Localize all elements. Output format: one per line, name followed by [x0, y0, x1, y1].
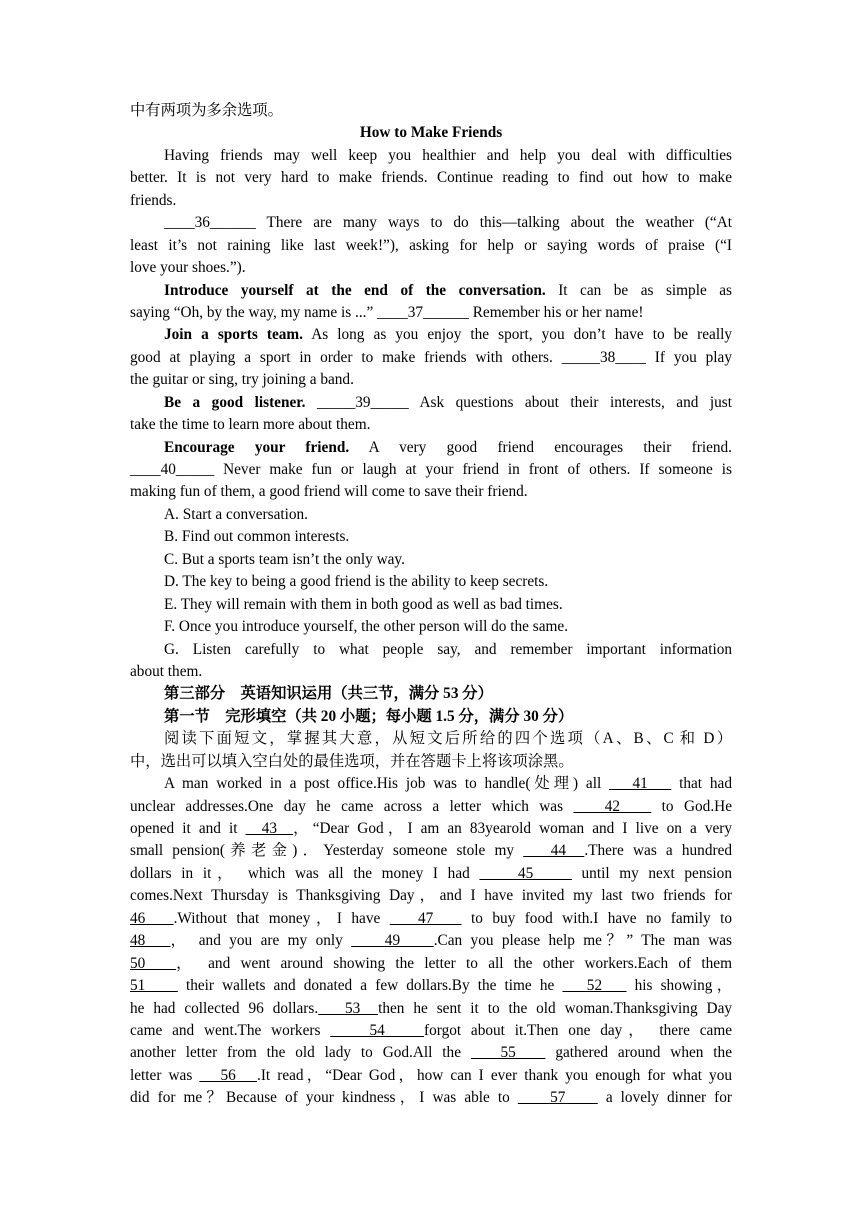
text-line: letter was 56 .It read，“Dear God，how can I ever thank you enough for what you	[130, 1066, 732, 1084]
text-line: good at playing a sport in order to make friends with others. _____38____ If you play	[130, 348, 732, 366]
text-line: friends.	[130, 191, 177, 209]
text-line: about them.	[130, 662, 203, 680]
text-line: unclear addresses.One day he came across a letter which was 42 to God.He	[130, 797, 732, 815]
document-page	[130, 100, 732, 1110]
text-line: Introduce yourself at the end of the conversation. It can be as simple as	[164, 281, 732, 299]
text-line: 阅读下面短文，掌握其大意，从短文后所给的四个选项（A、B、C 和 D）	[164, 730, 732, 748]
text-line: Join a sports team. As long as you enjoy the sport, you don’t have to be really	[164, 326, 732, 344]
text-line: 48 ， and you are my only 49 .Can you please help me？” The man was	[130, 932, 732, 950]
text-line: ____36______ There are many ways to do this—talking about the weather (“At	[164, 214, 732, 232]
text-line: small pension(养老金)．Yesterday someone stole my 44 .There was a hundred	[130, 842, 733, 860]
text-line: comes.Next Thursday is Thanksgiving Day，and I have invited my last two friends for	[130, 887, 732, 905]
text-line: How to Make Friends	[359, 124, 503, 142]
text-line: ____40_____ Never make fun or laugh at your friend in front of others. If someone is	[130, 461, 732, 478]
text-line: came and went.The workers 54 forgot about it.Then one day， there came	[130, 1021, 733, 1039]
text-line: A man worked in a post office.His job was to handle(处理) all 41 that had	[164, 775, 732, 793]
text-line: dollars in it， which was all the money I had 45 until my next pension	[130, 864, 732, 882]
text-line: C. But a sports team isn’t the only way.	[164, 550, 405, 568]
text-line: take the time to learn more about them.	[130, 416, 371, 434]
text-line: he had collected 96 dollars. 53 then he sent it to the old woman.Thanksgiving Day	[130, 999, 733, 1017]
text-line: love your shoes.”).	[130, 259, 246, 277]
text-line: 中，选出可以填入空白处的最佳选项，并在答题卡上将该项涂黑。	[130, 752, 574, 770]
text-line: G. Listen carefully to what people say, and remember important information	[164, 640, 732, 658]
text-line: F. Once you introduce yourself, the other person will do the same.	[164, 618, 569, 636]
text-line: B. Find out common interests.	[164, 528, 350, 546]
text-line: Encourage your friend. A very good friend encourages their friend.	[164, 438, 733, 456]
text-line: 50 ， and went around showing the letter to all the other workers.Each of them	[130, 954, 732, 972]
text-line: Be a good listener. _____39_____ Ask questions about their interests, and just	[164, 393, 732, 411]
text-line: 第三部分 英语知识运用（共三节，满分 53 分）	[164, 685, 493, 703]
text-line: 第一节 完形填空（共 20 小题；每小题 1.5 分，满分 30 分）	[164, 707, 574, 725]
text-line: A. Start a conversation.	[164, 505, 309, 523]
text-line: better. It is not very hard to make friends. Continue reading to find out how to make	[130, 169, 732, 187]
text-line: 46 .Without that money，I have 47 to buy food with.I have no family to	[130, 909, 733, 927]
text-line: least it’s not raining like last week!”), asking for help or saying words of praise (“I	[130, 236, 732, 254]
text-line: saying “Oh, by the way, my name is ...” ____37______ Remember his or her name!	[130, 303, 644, 321]
text-line: D. The key to being a good friend is the ability to keep secrets.	[164, 573, 549, 591]
text-line: did for me？Because of your kindness，I was able to 57 a lovely dinner for	[130, 1089, 732, 1107]
text-line: Having friends may well keep you healthier and help you deal with difficulties	[164, 146, 732, 164]
text-line: 中有两项为多余选项。	[130, 102, 283, 119]
text-line: another letter from the old lady to God.All the 55 gathered around when the	[130, 1044, 732, 1062]
text-line: the guitar or sing, try joining a band.	[130, 371, 354, 389]
text-line: making fun of them, a good friend will come to save their friend.	[130, 483, 528, 501]
text-line: opened it and it 43 ，“Dear God，I am an 83yearold woman and I live on a very	[130, 820, 732, 837]
text-line: E. They will remain with them in both good as well as bad times.	[164, 595, 563, 613]
text-line: 51 their wallets and donated a few dollars.By the time he 52 his showing，	[130, 977, 733, 995]
